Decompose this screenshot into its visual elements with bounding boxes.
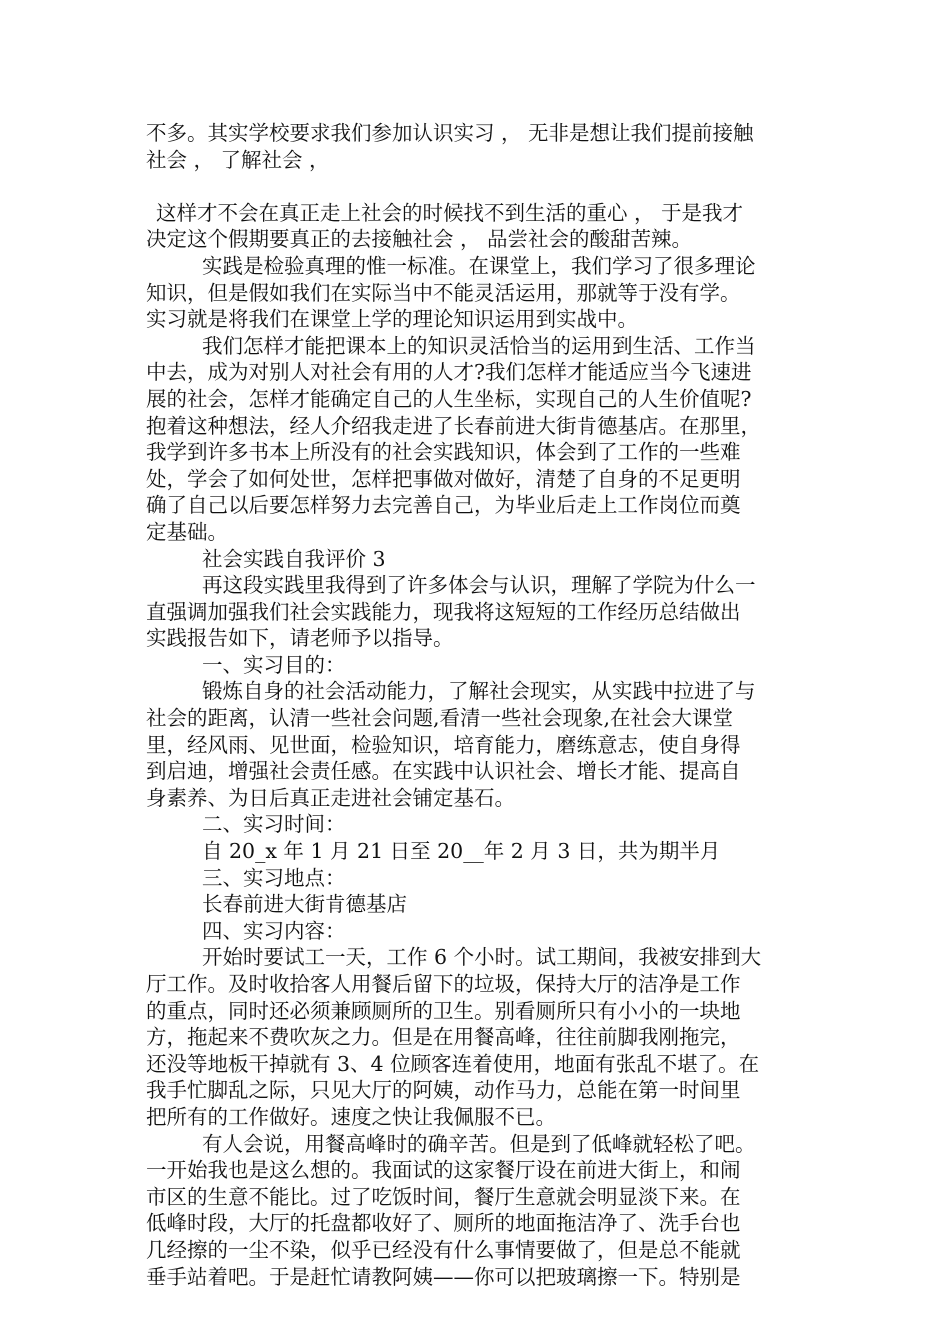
text-line: 还没等地板干掉就有 3、4 位顾客连着使用，地面有张乱不堪了。在 — [146, 1051, 760, 1076]
section-heading: 一、实习目的： — [202, 652, 346, 677]
text-line: 到启迪，增强社会责任感。在实践中认识社会、增长才能、提高自 — [146, 759, 741, 784]
text-line: 中去，成为对别人对社会有用的人才?我们怎样才能适应当今飞速进 — [146, 360, 752, 385]
text-line: 不多。其实学校要求我们参加认识实习 ， 无非是想让我们提前接触 — [146, 121, 754, 145]
paragraph-start: 实践是检验真理的惟一标准。在课堂上，我们学习了很多理论 — [202, 253, 756, 278]
text-line: 展的社会，怎样才能确定自己的人生坐标，实现自己的人生价值呢? — [146, 386, 752, 411]
section-heading: 三、实习地点： — [202, 865, 346, 890]
text-line: 一开始我也是这么想的。我面试的这家餐厅设在前进大街上，和闹 — [146, 1158, 741, 1183]
text-line: 几经擦的一尘不染，似乎已经没有什么事情要做了，但是总不能就 — [146, 1237, 741, 1262]
text-line: 决定这个假期要真正的去接触社会 ， 品尝社会的酸甜苦辣。 — [146, 227, 693, 252]
paragraph-start: 自 20_x 年 1 月 21 日至 20__年 2 月 3 日，共为期半月 — [202, 839, 721, 864]
text-line: 知识，但是假如我们在实际当中不能灵活运用，那就等于没有学。 — [146, 280, 741, 305]
text-line: 厅工作。及时收拾客人用餐后留下的垃圾，保持大厅的洁净是工作 — [146, 972, 741, 996]
text-line: 的重点，同时还必须兼顾厕所的卫生。别看厕所只有小小的一块地 — [146, 998, 741, 1023]
document-body — [146, 120, 826, 1290]
text-line: 实习就是将我们在课堂上学的理论知识运用到实战中。 — [146, 307, 638, 332]
text-line: 市区的生意不能比。过了吃饭时间，餐厅生意就会明显淡下来。在 — [146, 1184, 741, 1209]
blank-line — [146, 173, 826, 200]
text-line: 处，学会了如何处世，怎样把事做对做好，清楚了自身的不足更明 — [146, 466, 741, 491]
section-heading: 四、实习内容： — [202, 918, 346, 943]
text-line: 低峰时段，大厅的托盘都收好了、厕所的地面拖洁净了、洗手台也 — [146, 1211, 741, 1236]
text-line: 我手忙脚乱之际，只见大厅的阿姨，动作马力，总能在第一时间里 — [146, 1078, 741, 1103]
paragraph-start: 开始时要试工一天，工作 6 个小时。试工期间，我被安排到大 — [202, 945, 762, 970]
text-line: 这样才不会在真正走上社会的时候找不到生活的重心 ， 于是我才 — [156, 200, 744, 225]
paragraph-start: 长春前进大街肯德基店 — [202, 892, 407, 917]
text-line: 定基础。 — [146, 519, 228, 544]
section-heading: 社会实践自我评价 3 — [202, 546, 386, 571]
section-heading: 二、实习时间： — [202, 812, 346, 837]
text-line: 社会的距离，认清一些社会问题,看清一些社会现象,在社会大课堂 — [146, 706, 734, 731]
paragraph-start: 我们怎样才能把课本上的知识灵活恰当的运用到生活、工作当 — [202, 333, 756, 358]
text-line: 垂手站着吧。于是赶忙请教阿姨——你可以把玻璃擦一下。特别是 — [146, 1264, 741, 1289]
text-line: 方，拖起来不费吹灰之力。但是在用餐高峰，往往前脚我刚拖完， — [146, 1025, 741, 1050]
text-line: 社会 ， 了解社会 ， — [146, 147, 330, 172]
paragraph-start: 锻炼自身的社会活动能力，了解社会现实，从实践中拉进了与 — [202, 679, 756, 704]
text-line: 里，经风雨、见世面，检验知识，培育能力，磨练意志，使自身得 — [146, 732, 741, 757]
paragraph-start: 有人会说，用餐高峰时的确辛苦。但是到了低峰就轻松了吧。 — [202, 1131, 756, 1156]
text-line: 把所有的工作做好。速度之快让我佩服不已。 — [146, 1104, 556, 1129]
text-line: 确了自己以后要怎样努力去完善自己，为毕业后走上工作岗位而奠 — [146, 493, 741, 518]
text-line: 身素养、为日后真正走进社会铺定基石。 — [146, 785, 515, 810]
paragraph-start: 再这段实践里我得到了许多体会与认识，理解了学院为什么一 — [202, 573, 756, 598]
text-line: 我学到许多书本上所没有的社会实践知识，体会到了工作的一些难 — [146, 440, 741, 465]
text-line: 实践报告如下，请老师予以指导。 — [146, 626, 454, 651]
text-line: 直强调加强我们社会实践能力，现我将这短短的工作经历总结做出 — [146, 599, 741, 624]
text-line: 抱着这种想法，经人介绍我走进了长春前进大街肯德基店。在那里， — [146, 413, 761, 438]
